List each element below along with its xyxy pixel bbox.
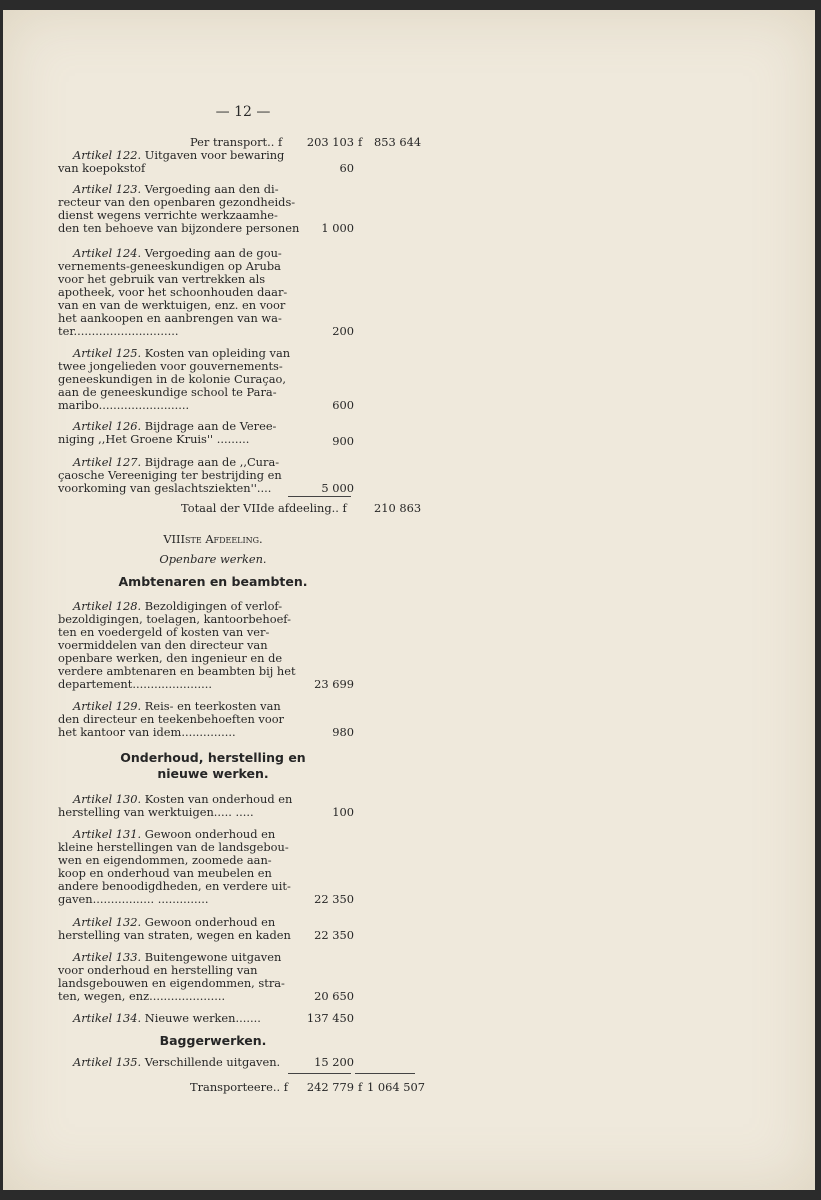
page-number: — 12 — <box>215 104 271 120</box>
article-text: voor onderhoud en herstelling van <box>58 963 258 977</box>
article-text: het aankoopen en aanbrengen van wa- <box>58 311 282 325</box>
article-text: het kantoor van idem <box>58 725 182 739</box>
article-122 <box>58 149 284 175</box>
article-text: voor het gebruik van vertrekken als <box>58 272 266 286</box>
article-text: Vergoeding aan de gou- <box>144 246 282 260</box>
article-number: Artikel 126. <box>73 419 142 433</box>
article-129: Artikel 129. Reis- en teerkosten van den directeur en teekenbehoeften voor het kantoor van idem............... <box>58 699 284 739</box>
amount-124: 200 <box>332 324 354 338</box>
article-number: Artikel 134. <box>73 1011 142 1025</box>
amount-132: 22 350 <box>314 928 354 942</box>
total-vii-value: 210 863 <box>374 501 422 515</box>
total-vii-label: Totaal der VIIde afdeeling.. f <box>181 501 347 515</box>
article-127 <box>58 456 282 495</box>
article-text: koop en onderhoud van meubelen en <box>58 866 272 880</box>
article-text: Gewoon onderhoud en <box>144 915 276 929</box>
article-text: verdere ambtenaren en beambten bij het <box>58 664 296 678</box>
article-text: ten, wegen, enz <box>58 989 150 1003</box>
article-125: Artikel 125. Kosten van opleiding van twee jongelieden voor gouvernements- geneeskundigen in de kolonie Curaçao, aan de geneeskundige school te Para- maribo......................... <box>58 346 291 412</box>
amount-134: 137 450 <box>306 1011 354 1025</box>
article-text: openbare werken, den ingenieur en de <box>58 651 283 665</box>
per-transport-col1: 203 103 <box>306 135 354 149</box>
amount-130: 100 <box>332 805 354 819</box>
article-number: Artikel 132. <box>73 915 142 929</box>
article-text: Nieuwe werken....... <box>144 1011 261 1025</box>
article-128: Artikel 128. Bezoldigingen of verlof- bezoldigingen, toelagen, kantoorbehoef- ten en voedergeld of kosten van ver- voermiddelen van den directeur van openbare werken, den ingenieur en de verdere ambtenaren en beambten bij het departement...................... <box>58 599 296 691</box>
article-132 <box>58 916 291 942</box>
article-number: Artikel 127. <box>73 455 142 469</box>
amount-131: 22 350 <box>314 892 354 906</box>
article-text: Bijdrage aan de Veree- <box>144 419 277 433</box>
document-page <box>3 10 815 1190</box>
article-text: geneeskundigen in de kolonie Curaçao, <box>58 372 286 386</box>
article-number: Artikel 133. <box>73 950 142 964</box>
article-text: herstelling van werktuigen..... ..... <box>58 805 254 819</box>
article-text: ten en voedergeld of kosten van ver- <box>58 625 270 639</box>
transporteere-label: Transporteere.. f <box>190 1080 288 1094</box>
article-text: den directeur en teekenbehoeften voor <box>58 712 284 726</box>
article-number: Artikel 131. <box>73 827 142 841</box>
article-133: Artikel 133. Buitengewone uitgaven voor onderhoud en herstelling van landsgebouwen en eigendommen, stra- ten, wegen, enz..................... <box>58 950 285 1003</box>
article-text: andere benoodigdheden, en verdere uit- <box>58 879 291 893</box>
amount-127: 5 000 <box>321 481 354 495</box>
article-number: Artikel 125. <box>73 346 142 360</box>
article-text: Buitengewone uitgaven <box>144 950 282 964</box>
article-text: niging ,,Het Groene Kruis'' <box>58 432 214 446</box>
article-text: Vergoeding aan den di- <box>144 182 279 196</box>
rule <box>288 496 351 497</box>
heading-baggerwerken: Baggerwerken. <box>159 1033 267 1048</box>
rule <box>288 1073 351 1074</box>
article-text: bezoldigingen, toelagen, kantoorbehoef- <box>58 612 291 626</box>
per-transport-f: f <box>358 135 363 149</box>
article-text: ter <box>58 324 74 338</box>
article-135 <box>58 1056 280 1069</box>
amount-125: 600 <box>332 398 354 412</box>
article-text: landsgebouwen en eigendommen, stra- <box>58 976 285 990</box>
amount-135: 15 200 <box>314 1055 354 1069</box>
amount-123: 1 000 <box>321 221 354 235</box>
transporteere-col1: 242 779 <box>306 1080 354 1094</box>
article-text: van koepokstof <box>58 161 146 175</box>
heading-onderhoud: Onderhoud, herstelling en <box>120 750 306 765</box>
article-131: Artikel 131. Gewoon onderhoud en kleine herstellingen van de landsgebou- wen en eigendommen, zoomede aan- koop en onderhoud van meubelen en andere benoodigdheden, en verdere uit- gaven................. .............. <box>58 827 291 906</box>
article-text: wen en eigendommen, zoomede aan- <box>58 853 272 867</box>
article-text: apotheek, voor het schoonhouden daar- <box>58 285 288 299</box>
article-text: Uitgaven voor bewaring <box>144 148 285 162</box>
amount-122: 60 <box>339 161 354 175</box>
article-number: Artikel 135. <box>73 1055 142 1069</box>
article-number: Artikel 130. <box>73 792 142 806</box>
transporteere-f: f <box>358 1080 363 1094</box>
article-text: çaosche Vereeniging ter bestrijding en <box>58 468 282 482</box>
per-transport-label: Per transport.. f <box>190 135 283 149</box>
article-124: Artikel 124. Vergoeding aan de gou- vernements-geneeskundigen op Aruba voor het gebruik van vertrekken als apotheek, voor het schoonhouden daar- van en van de werktuigen, enz. en voor het aankoopen en aanbrengen van wa- ter............................. <box>58 246 288 338</box>
section-subtitle: Openbare werken. <box>159 552 267 566</box>
article-text: Gewoon onderhoud en <box>144 827 276 841</box>
article-text: Bezoldigingen of verlof- <box>144 599 283 613</box>
heading-onderhoud-2: nieuwe werken. <box>157 766 269 781</box>
article-text: voermiddelen van den directeur van <box>58 638 268 652</box>
article-text: recteur van den openbaren gezondheids- <box>58 195 296 209</box>
article-text: vernements-geneeskundigen op Aruba <box>58 259 281 273</box>
article-text: voorkoming van geslachtsziekten''.... <box>58 481 272 495</box>
transporteere-col2: 1 064 507 <box>367 1080 425 1094</box>
article-text: kleine herstellingen van de landsgebou- <box>58 840 289 854</box>
heading-ambtenaren: Ambtenaren en beambten. <box>118 574 308 589</box>
amount-129: 980 <box>332 725 354 739</box>
article-text: dienst wegens verrichte werkzaamhe- <box>58 208 278 222</box>
article-126: Artikel 126. Bijdrage aan de Veree- niging ,,Het Groene Kruis'' ......... <box>58 419 277 446</box>
article-text: Bijdrage aan de ,,Cura- <box>144 455 280 469</box>
article-number: Artikel 122. <box>73 148 142 162</box>
rule <box>355 1073 415 1074</box>
article-text: twee jongelieden voor gouvernements- <box>58 359 283 373</box>
article-text: departement <box>58 677 133 691</box>
article-text: den ten behoeve van bijzondere personen <box>58 221 300 235</box>
article-text: Verschillende uitgaven. <box>144 1055 281 1069</box>
per-transport-col2: 853 644 <box>374 135 422 149</box>
article-123 <box>58 183 299 235</box>
article-130 <box>58 793 292 819</box>
article-text: herstelling van straten, wegen en kaden <box>58 928 291 942</box>
article-text: Kosten van opleiding van <box>144 346 291 360</box>
article-text: Reis- en teerkosten van <box>144 699 281 713</box>
article-text: aan de geneeskundige school te Para- <box>58 385 277 399</box>
article-134 <box>58 1012 261 1025</box>
article-text: Kosten van onderhoud en <box>144 792 293 806</box>
article-number: Artikel 123. <box>73 182 142 196</box>
article-text: gaven <box>58 892 93 906</box>
section-title: VIIIste Afdeeling. <box>163 532 263 546</box>
amount-133: 20 650 <box>314 989 354 1003</box>
amount-128: 23 699 <box>314 677 354 691</box>
article-number: Artikel 124. <box>73 246 142 260</box>
amount-126: 900 <box>332 434 354 448</box>
article-text: van en van de werktuigen, enz. en voor <box>58 298 286 312</box>
article-text: maribo <box>58 398 99 412</box>
article-number: Artikel 128. <box>73 599 142 613</box>
article-number: Artikel 129. <box>73 699 142 713</box>
